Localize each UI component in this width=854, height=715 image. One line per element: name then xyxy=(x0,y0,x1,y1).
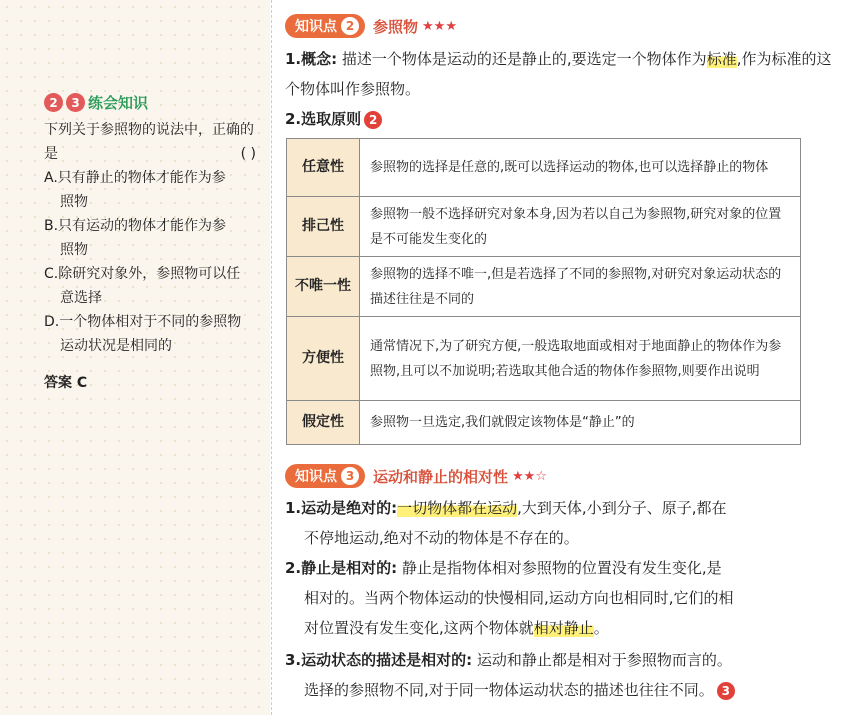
p1-highlight: 一切物体都在运动 xyxy=(397,499,518,517)
option-d xyxy=(44,310,262,358)
kp3-header xyxy=(285,464,547,488)
exercise-question xyxy=(44,118,262,358)
column-divider xyxy=(271,0,272,715)
principle-name: 方便性 xyxy=(287,317,360,401)
kp2-concept xyxy=(285,44,840,104)
kp3-point-1 xyxy=(285,493,840,553)
exercise-title-text: 练会知识 xyxy=(88,94,149,112)
kp2-stars: ★★★ xyxy=(422,18,457,34)
knowledge-content xyxy=(280,0,854,715)
kp3-title: 运动和静止的相对性 xyxy=(373,467,509,486)
kp2-header xyxy=(285,14,457,38)
table-row xyxy=(287,317,801,401)
exercise-answer: 答案 C xyxy=(44,375,88,391)
principle-name: 假定性 xyxy=(287,401,360,445)
p3-lead: 3.运动状态的描述是相对的: xyxy=(285,651,473,669)
principle-desc: 参照物的选择不唯一,但是若选择了不同的参照物,对研究对象运动状态的描述往往是不同的 xyxy=(360,257,801,317)
principle-desc: 参照物的选择是任意的,既可以选择运动的物体,也可以选择静止的物体 xyxy=(360,139,801,197)
option-a xyxy=(44,166,262,214)
kp3-stars-empty: ☆ xyxy=(535,468,547,484)
p3-text-b: 选择的参照物不同,对于同一物体运动状态的描述也往往不同。 xyxy=(304,681,714,699)
concept-lead: 1.概念: xyxy=(285,50,338,68)
p2-text-b: 相对的。当两个物体运动的快慢相同,运动方向也相同时,它们的相 xyxy=(304,589,734,607)
kp3-point-3 xyxy=(285,645,840,705)
p1-text-b: 不停地运动,绝对不动的物体是不存在的。 xyxy=(304,529,579,547)
kp2-number: 2 xyxy=(341,17,359,35)
kp2-principle-heading xyxy=(285,104,840,134)
table-row xyxy=(287,139,801,197)
p2-text-d: 。 xyxy=(593,619,609,637)
kp2-tag-label: 知识点 xyxy=(295,19,337,35)
exercise-panel xyxy=(0,0,270,715)
kp3-tag-label: 知识点 xyxy=(295,469,337,485)
principle-lead: 2.选取原则 xyxy=(285,110,362,128)
principle-desc: 参照物一般不选择研究对象本身,因为若以自己为参照物,研究对象的位置是不可能发生变化的 xyxy=(360,197,801,257)
table-row xyxy=(287,197,801,257)
p3-badge: 3 xyxy=(717,682,735,700)
exercise-badge-2: 2 xyxy=(44,93,63,112)
option-c xyxy=(44,262,262,310)
kp2-title: 参照物 xyxy=(373,17,419,36)
option-d-text: D.一个物体相对于不同的参照物 xyxy=(44,314,242,330)
option-d-cont: 运动状况是相同的 xyxy=(60,338,172,354)
p2-line-3 xyxy=(285,613,840,643)
p1-lead: 1.运动是绝对的: xyxy=(285,499,398,517)
exercise-title xyxy=(44,92,148,113)
option-b-text: B.只有运动的物体才能作为参 xyxy=(44,218,227,234)
kp3-tag xyxy=(285,464,365,488)
kp3-number: 3 xyxy=(341,467,359,485)
p3-text-a: 运动和静止都是相对于参照物而言的。 xyxy=(472,651,732,669)
answer-blank: ( ) xyxy=(240,146,256,162)
option-b xyxy=(44,214,262,262)
p3-line-2 xyxy=(285,675,840,705)
principle-desc: 通常情况下,为了研究方便,一般选取地面或相对于地面静止的物体作为参照物,且可以不加说明;若选取其他合适的物体作参照物,则要作出说明 xyxy=(360,317,801,401)
kp3-point-2 xyxy=(285,553,840,643)
option-b-cont: 照物 xyxy=(60,242,88,258)
exercise-badge-3: 3 xyxy=(66,93,85,112)
p2-text-a: 静止是指物体相对参照物的位置没有发生变化,是 xyxy=(397,559,722,577)
principle-name: 排己性 xyxy=(287,197,360,257)
principles-table xyxy=(286,138,801,445)
p1-text-a: ,大到天体,小到分子、原子,都在 xyxy=(517,499,727,517)
principle-desc: 参照物一旦选定,我们就假定该物体是“静止”的 xyxy=(360,401,801,445)
table-row xyxy=(287,257,801,317)
principle-name: 任意性 xyxy=(287,139,360,197)
concept-text-a: 描述一个物体是运动的还是静止的,要选定一个物体作为 xyxy=(337,50,707,68)
concept-text-b: ,作为标准的这个物体叫作参照物。 xyxy=(285,50,832,98)
p2-lead: 2.静止是相对的: xyxy=(285,559,398,577)
question-text: 下列关于参照物的说法中，正确的是 xyxy=(44,122,254,162)
option-a-cont: 照物 xyxy=(60,194,88,210)
option-c-cont: 意选择 xyxy=(60,290,102,306)
table-row xyxy=(287,401,801,445)
principle-name: 不唯一性 xyxy=(287,257,360,317)
kp2-tag xyxy=(285,14,365,38)
concept-highlight: 标准 xyxy=(706,50,737,68)
principle-badge: 2 xyxy=(364,111,382,129)
p2-highlight: 相对静止 xyxy=(533,619,594,637)
kp3-stars-full: ★★ xyxy=(512,468,536,484)
option-c-text: C.除研究对象外，参照物可以任 xyxy=(44,266,241,282)
option-a-text: A.只有静止的物体才能作为参 xyxy=(44,170,226,186)
p2-text-c: 对位置没有发生变化,这两个物体就 xyxy=(304,619,534,637)
kp3-stars xyxy=(512,469,547,484)
